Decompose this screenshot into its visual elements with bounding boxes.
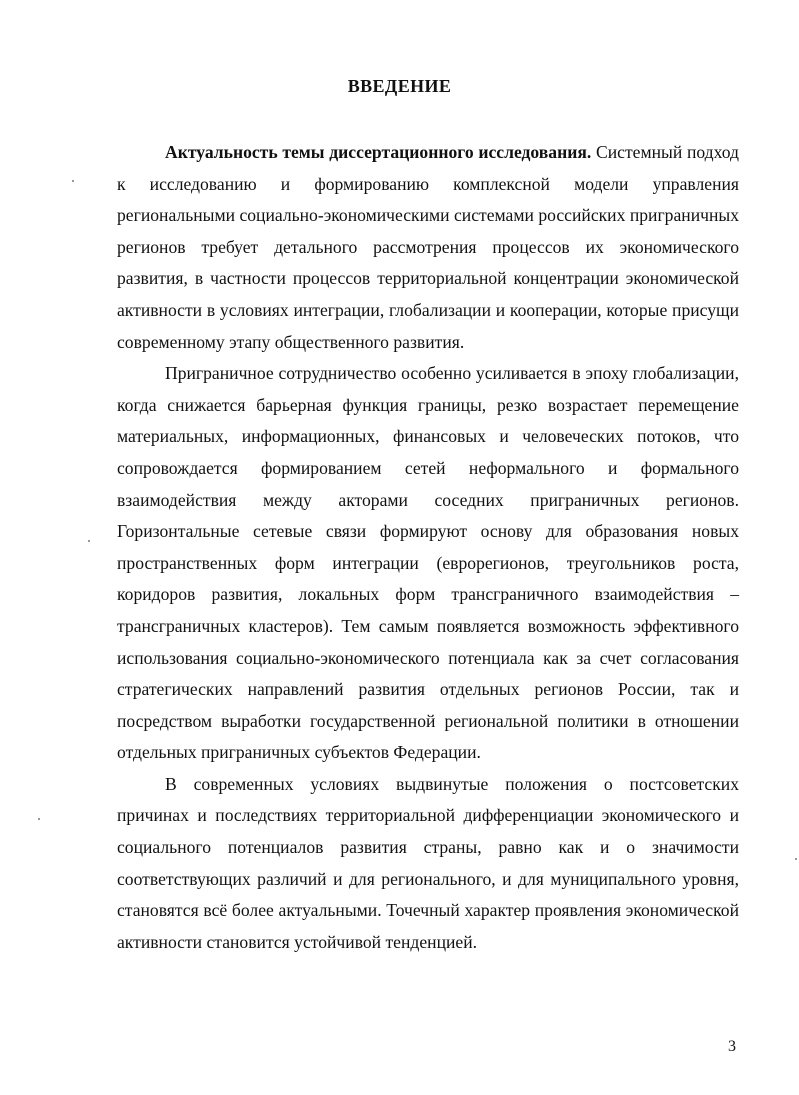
scan-speck: [795, 858, 797, 860]
paragraph-text: Системный подход к исследованию и формированию комплексной модели управления региональными социально-экономическими системами российских приграничных регионов требует детального рассмотрения процессов их экономического развития, в частности процессов территориальной концентрации экономической активности в условиях интеграции, глобализации и кооперации, которые присущи современному этапу общественного развития.: [117, 142, 739, 352]
page-number: 3: [728, 1038, 736, 1055]
paragraph-relevance: [117, 137, 739, 358]
paragraph-lead: Актуальность темы диссертационного исследования.: [165, 142, 592, 162]
paragraph-cross-border-cooperation: Приграничное сотрудничество особенно усиливается в эпоху глобализации, когда снижается барьерная функция границы, резко возрастает перемещение материальных, информационных, финансовых и человеческих потоков, что сопровождается формированием сетей неформального и формального взаимодействия между акторами соседних приграничных регионов. Горизонтальные сетевые связи формируют основу для образования новых пространственных форм интеграции (еврорегионов, треугольников роста, коридоров развития, локальных форм трансграничного взаимодействия – трансграничных кластеров). Тем самым появляется возможность эффективного использования социально-экономического потенциала как за счет согласования стратегических направлений развития отдельных регионов России, так и посредством выработки государственной региональной политики в отношении отдельных приграничных субъектов Федерации.: [117, 363, 739, 763]
paragraph-modern-conditions: В современных условиях выдвинутые положения о постсоветских причинах и последствиях территориальной дифференциации экономического и социального потенциалов развития страны, равно как и о значимости соответствующих различий и для регионального, и для муниципального уровня, становятся всё более актуальными. Точечный характер проявления экономической активности становится устойчивой тенденцией.: [117, 773, 739, 952]
page-heading: ВВЕДЕНИЕ: [347, 76, 452, 96]
scan-speck: [38, 818, 40, 820]
scan-speck: [72, 180, 74, 182]
document-body: [117, 137, 739, 958]
scan-speck: [88, 540, 90, 542]
